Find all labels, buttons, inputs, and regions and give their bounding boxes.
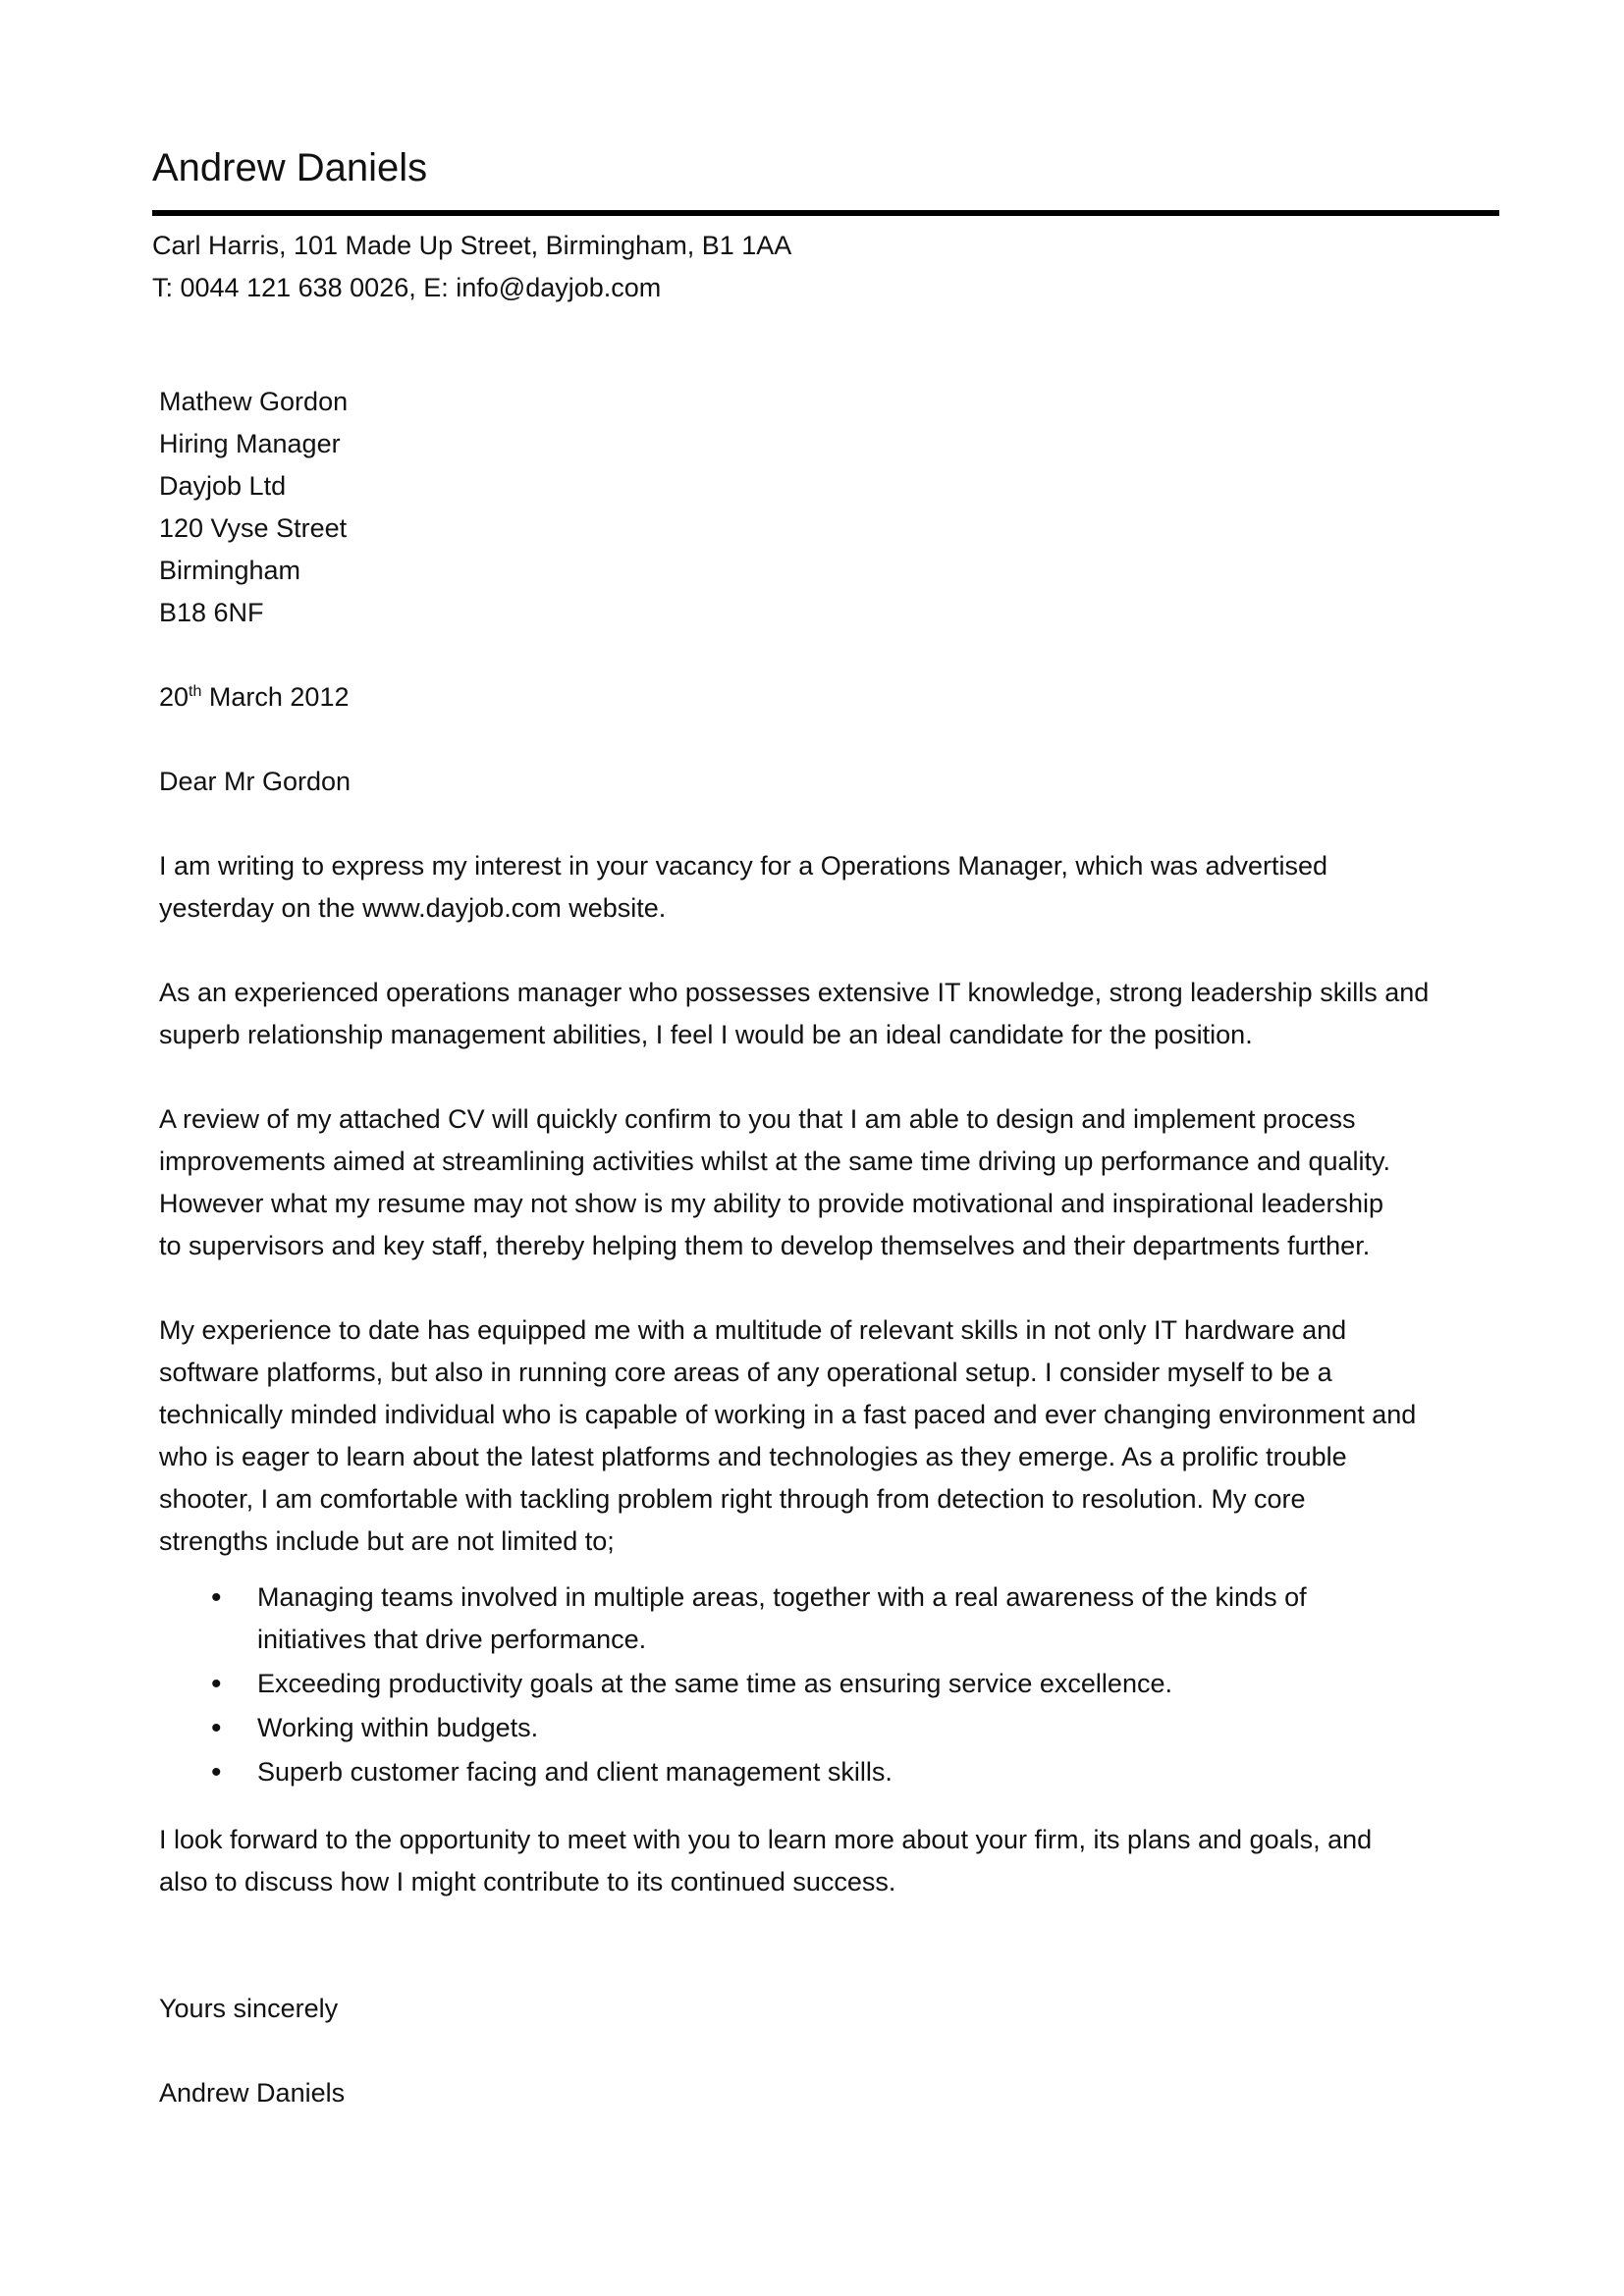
sender-address: Carl Harris, 101 Made Up Street, Birmingham, B1 1AA	[152, 231, 792, 260]
header-divider	[152, 210, 1499, 216]
bullet-icon: •	[211, 1756, 222, 1789]
sender-name-heading: Andrew Daniels	[152, 146, 428, 189]
recipient-title: Hiring Manager	[159, 429, 341, 458]
recipient-address-block	[159, 381, 1504, 634]
list-item: • Managing teams involved in multiple areas, together with a real awareness of the kinds of initiatives that drive performance.	[159, 1576, 1504, 1661]
paragraph-cv-review: A review of my attached CV will quickly confirm to you that I am able to design and implement process improvements aimed at streamlining activities whilst at the same time driving up performance and quality. However what my resume may not show is my ability to provide motivational and inspirational leadership to supervisors and key staff, thereby helping them to develop themselves and their departments further.	[159, 1104, 1391, 1260]
list-item: • Exceeding productivity goals at the same time as ensuring service excellence.	[159, 1663, 1504, 1705]
sender-contact-block	[152, 225, 791, 309]
recipient-company: Dayjob Ltd	[159, 471, 287, 501]
core-strengths-list	[159, 1576, 1504, 1793]
sender-phone-email: T: 0044 121 638 0026, E: info@dayjob.com	[152, 273, 662, 302]
list-item: • Working within budgets.	[159, 1707, 1504, 1749]
recipient-postcode: B18 6NF	[159, 598, 264, 627]
recipient-street: 120 Vyse Street	[159, 513, 348, 543]
paragraph-closing: I look forward to the opportunity to meet with you to learn more about your firm, its plans and goals, and also to discuss how I might contribute to its continued success.	[159, 1825, 1373, 1896]
paragraph-experience-summary: As an experienced operations manager who possesses extensive IT knowledge, strong leadership skills and superb relationship management abilities, I feel I would be an ideal candidate for the position.	[159, 978, 1430, 1049]
recipient-city: Birmingham	[159, 556, 301, 585]
signature-name: Andrew Daniels	[159, 2078, 346, 2108]
letter-body	[159, 381, 1504, 2114]
bullet-icon: •	[211, 1668, 222, 1700]
bullet-icon: •	[211, 1581, 222, 1614]
paragraph-skills: My experience to date has equipped me with a multitude of relevant skills in not only IT hardware and software platforms, but also in running core areas of any operational setup. I consider myself to be a technically minded individual who is capable of working in a fast paced and ever changing environment and who is eager to learn about the latest platforms and technologies as they emerge. As a prolific trouble shooter, I am comfortable with tackling problem right through from detection to resolution. My core strengths include but are not limited to;	[159, 1315, 1417, 1556]
list-item: • Superb customer facing and client management skills.	[159, 1751, 1504, 1793]
salutation: Dear Mr Gordon	[159, 767, 352, 796]
letter-date: 20th March 2012	[159, 682, 350, 712]
bullet-icon: •	[211, 1712, 222, 1744]
recipient-name: Mathew Gordon	[159, 387, 349, 416]
valediction: Yours sincerely	[159, 1994, 339, 2023]
paragraph-intro: I am writing to express my interest in your vacancy for a Operations Manager, which was advertised yesterday on the www.dayjob.com website.	[159, 851, 1328, 923]
